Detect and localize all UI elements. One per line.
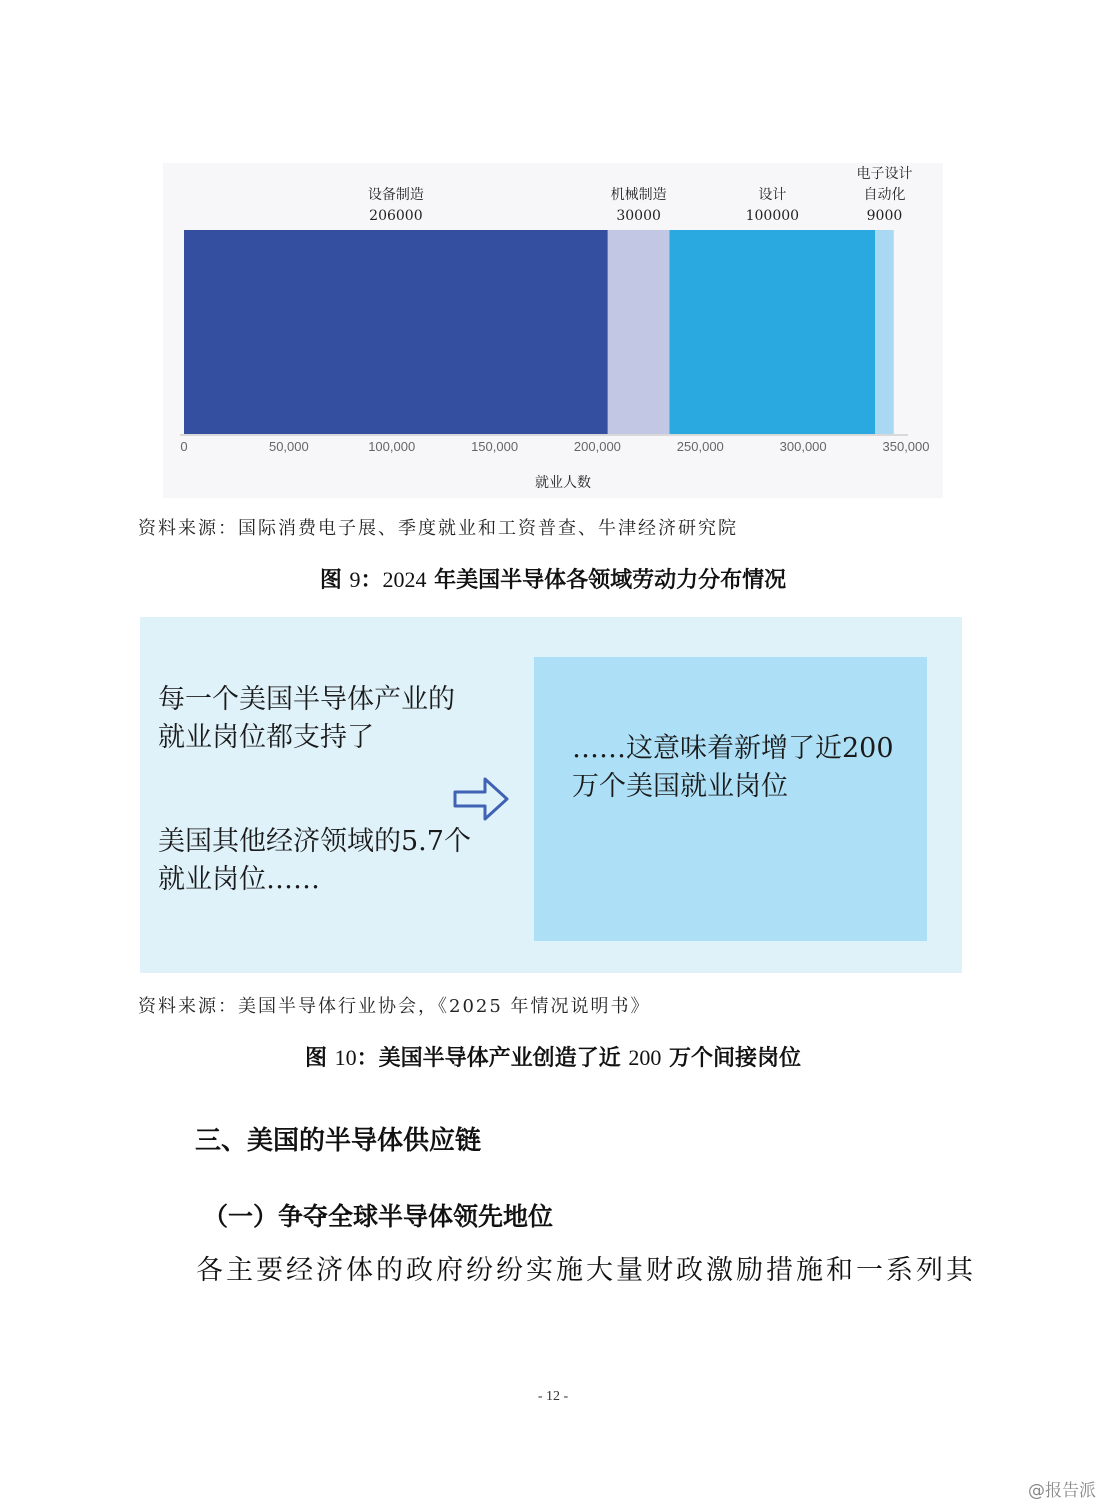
figure10-caption-num: 10: [334, 1045, 357, 1070]
segment-value-label: 206000: [369, 208, 423, 224]
watermark-label: @报告派: [1028, 1481, 1096, 1501]
bar-segment-2: [669, 230, 875, 434]
figure10-source: 资料来源：美国半导体行业协会，《2025 年情况说明书》: [138, 996, 651, 1017]
x-tick-label: 250,000: [676, 439, 724, 454]
x-tick-label: 150,000: [471, 439, 519, 454]
segment-value-label: 100000: [745, 208, 800, 224]
x-tick-label: 100,000: [368, 439, 416, 454]
x-tick-label: 50,000: [268, 439, 309, 454]
figure9-source: 资料来源：国际消费电子展、季度就业和工资普查、牛津经济研究院: [138, 518, 738, 539]
figure9-caption-year: 2024: [382, 567, 427, 592]
figure9-caption: [0, 563, 1106, 594]
segment-name-label: 设计: [758, 187, 787, 203]
stacked-bar-chart-svg: [163, 163, 943, 498]
bar-segment-1: [608, 230, 670, 434]
info-highlight-box: [534, 657, 927, 941]
x-tick-label: 350,000: [882, 439, 930, 454]
x-tick-label: 200,000: [573, 439, 621, 454]
segment-name-label: 自动化: [863, 187, 906, 203]
info-left-text-1: 每一个美国半导体产业的就业岗位都支持了: [158, 684, 455, 753]
x-tick-label: 0: [180, 439, 188, 454]
figure9-caption-text: 年美国半导体各领域劳动力分布情况: [426, 568, 787, 593]
jobs-infographic: [140, 617, 962, 973]
segment-name-label: 机械制造: [610, 187, 667, 203]
subsection-heading: （一）争夺全球半导体领先地位: [203, 1202, 554, 1231]
segment-name-label: 设备制造: [367, 187, 424, 203]
figure10-caption-prefix: 图: [304, 1046, 335, 1071]
figure9-caption-prefix: 图: [319, 568, 350, 593]
figure9-caption-num: 9: [349, 567, 361, 592]
segment-value-label: 30000: [616, 208, 661, 224]
figure10-caption-mid: ：美国半导体产业创造了近: [356, 1046, 629, 1071]
labor-distribution-chart: [163, 163, 943, 498]
figure9-caption-colon: ：: [360, 568, 383, 593]
figure10-caption-number: 200: [628, 1045, 662, 1070]
segment-value-label: 9000: [866, 208, 903, 224]
info-right-text: ……这意味着新增了近200万个美国就业岗位: [572, 733, 894, 802]
bar-segment-3: [875, 230, 894, 434]
x-axis-title: 就业人数: [535, 475, 591, 491]
figure10-caption-text: 万个间接岗位: [661, 1046, 801, 1071]
right-arrow-icon: [453, 775, 511, 823]
figure10-caption: [0, 1041, 1106, 1072]
segment-name-label: 电子设计: [856, 166, 913, 182]
section-heading: 三、美国的半导体供应链: [195, 1126, 482, 1156]
page-number: - 12 -: [537, 1389, 569, 1404]
x-tick-label: 300,000: [779, 439, 827, 454]
info-left-text-2: 美国其他经济领域的5.7个就业岗位……: [158, 826, 471, 895]
body-paragraph: 各主要经济体的政府纷纷实施大量财政激励措施和一系列其: [196, 1255, 976, 1286]
bar-segment-0: [184, 230, 608, 434]
